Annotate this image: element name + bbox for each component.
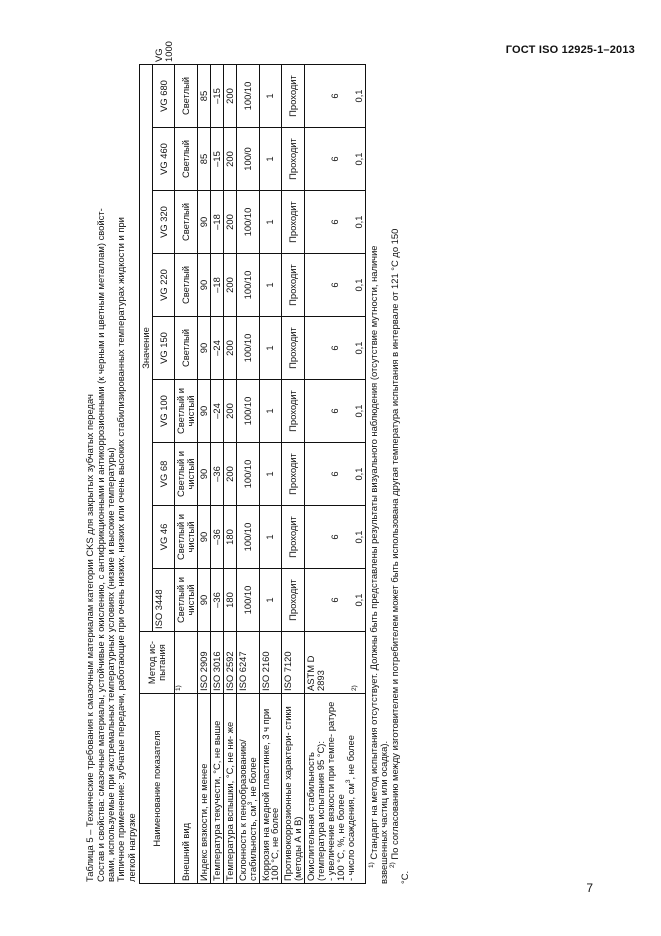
value-cell: 200 [223, 443, 236, 506]
value-cell: 200 [223, 64, 236, 127]
footnote-ref: 2) [350, 685, 358, 691]
requirements-table [139, 41, 366, 884]
value-cell: 1 [259, 569, 282, 632]
value-cell: 200 [223, 317, 236, 380]
viscosity-class-cell: VG 320 [152, 191, 175, 254]
table-row [223, 64, 236, 883]
value-cell: 85 [198, 64, 211, 127]
oxidation-value-cell: 6 0,1 [305, 506, 366, 569]
table-row [198, 64, 211, 883]
value-cell: 1 [259, 254, 282, 317]
value-cell: 90 [198, 506, 211, 569]
oxidation-value-cell: 6 0,1 [305, 380, 366, 443]
param-name: Противокоррозионные характери- стики (методы А и В) [282, 694, 305, 884]
value-cell: Проходит [282, 254, 305, 317]
footnote-ref: 1) [175, 685, 183, 691]
value-cell: Светлый и чистый [175, 506, 198, 569]
value-cell: 1 [259, 506, 282, 569]
document-header: ГОСТ ISO 12925-1–2013 [505, 44, 635, 56]
value-cell: Светлый [175, 128, 198, 191]
value-cell: 180 [223, 506, 236, 569]
value-cell: –36 [211, 506, 224, 569]
value-cell: 90 [198, 191, 211, 254]
table-row [259, 64, 282, 883]
value-cell: Проходит [282, 64, 305, 127]
table-header-row [139, 64, 152, 883]
param-name: Окислительная стабильность (температура испытания 95 °С): - увеличение вязкости при темпе- ратуре 100 °С, %, не более - число осаждения, $см^3$, не более [305, 694, 366, 884]
description-line: Состав и свойства: смазочные материалы, устойчивые к окислению, с антифрикционными и антикоррозионными (к черным и цветным металлам) свойст- [95, 208, 107, 882]
value-cell: 90 [198, 569, 211, 632]
value-cell: –36 [211, 569, 224, 632]
value-cell: 100/0 [236, 128, 259, 191]
param-name: Коррозия на медной пластинке, 3 ч при 100 °С, не более [259, 694, 282, 884]
table-row: ISO 3448 VG 46 VG 68 VG 100 VG 150 VG 220 VG 320 VG 460 VG 680 VG 1000 [152, 64, 175, 883]
value-cell: 180 [223, 569, 236, 632]
description-line: Типичное применение: зубчатые передачи, работающие при очень низких, низких или очень высоких стабилизированных температурах жидкости и при [115, 217, 127, 882]
value-cell: 90 [198, 254, 211, 317]
viscosity-class-cell: VG 680 [152, 64, 175, 127]
value-cell: –18 [211, 191, 224, 254]
value-cell: –18 [211, 254, 224, 317]
footnote-1-cont: взвешенных частиц или осадка). [378, 740, 390, 884]
header-method: Метод ис- пытания [139, 632, 175, 694]
value-cell: Светлый и чистый [175, 569, 198, 632]
value-cell: 200 [223, 191, 236, 254]
table-caption: Таблица 5 – Технические требования к смазочным материалам категории CKS для закрытых зубчатых передач [84, 394, 95, 882]
value-cell: 200 [223, 380, 236, 443]
value-cell: 100/10 [236, 254, 259, 317]
value-cell: 100/10 [236, 191, 259, 254]
value-cell: Светлый [175, 64, 198, 127]
footnotes [369, 64, 411, 884]
viscosity-class-cell: VG 68 [152, 443, 175, 506]
param-name: Внешний вид [175, 694, 198, 884]
viscosity-class-cell: VG 100 [152, 380, 175, 443]
table-row [305, 64, 366, 883]
value-cell: Проходит [282, 506, 305, 569]
value-cell: 200 [223, 128, 236, 191]
value-cell: 90 [198, 317, 211, 380]
table-description [96, 64, 137, 884]
value-cell: Светлый и чистый [175, 380, 198, 443]
value-cell: –24 [211, 380, 224, 443]
value-cell: 85 [198, 128, 211, 191]
page-number: 7 [586, 881, 593, 895]
value-cell: –15 [211, 128, 224, 191]
method-cell: ISO 2160 [259, 632, 282, 694]
rotated-table-block [84, 41, 513, 884]
table-row [211, 64, 224, 883]
value-cell: 90 [198, 443, 211, 506]
value-cell: 1 [259, 64, 282, 127]
value-cell: –24 [211, 317, 224, 380]
table-row [175, 64, 198, 883]
oxidation-value-cell: 6 0,1 [305, 254, 366, 317]
value-cell: Проходит [282, 569, 305, 632]
viscosity-class-cell: VG 46 [152, 506, 175, 569]
value-cell: 1 [259, 380, 282, 443]
description-line: вами, используемые при экстремальных температурных условиях (низкие и высокие температуры) [105, 447, 117, 882]
oxidation-value-cell: 6 0,1 [305, 317, 366, 380]
value-cell: Светлый и чистый [175, 443, 198, 506]
param-name: Индекс вязкости, не менее [198, 694, 211, 884]
value-cell: 100/10 [236, 64, 259, 127]
value-cell: Проходит [282, 191, 305, 254]
method-cell: ISO 2592 [223, 632, 236, 694]
param-name: Температура вспышки, °С, не ни- же [223, 694, 236, 884]
method-cell [175, 632, 198, 694]
description-line: легкой нагрузке [125, 813, 137, 882]
header-name: Наименование показателя [139, 694, 175, 884]
value-cell: 1 [259, 191, 282, 254]
oxidation-value-cell: 6 0,1 [305, 64, 366, 127]
value-cell: Светлый [175, 191, 198, 254]
value-cell: 1 [259, 128, 282, 191]
value-cell: Проходит [282, 443, 305, 506]
table-row [236, 64, 259, 883]
oxidation-value-cell: 6 0,1 [305, 569, 366, 632]
value-cell: –36 [211, 443, 224, 506]
viscosity-class-cell: VG 460 [152, 128, 175, 191]
value-cell: Светлый [175, 254, 198, 317]
param-name: Температура текучести, °С, не выше [211, 694, 224, 884]
value-cell: Проходит [282, 317, 305, 380]
value-cell: Проходит [282, 128, 305, 191]
value-cell: 200 [223, 254, 236, 317]
value-cell: 100/10 [236, 506, 259, 569]
value-cell: 100/10 [236, 317, 259, 380]
viscosity-class-cell: VG 220 [152, 254, 175, 317]
value-cell: 100/10 [236, 380, 259, 443]
method-cell: ISO 7120 [282, 632, 305, 694]
value-cell: Светлый [175, 317, 198, 380]
method-cell: ISO 3016 [211, 632, 224, 694]
viscosity-class-cell: VG 150 [152, 317, 175, 380]
value-cell: –15 [211, 64, 224, 127]
value-cell: Проходит [282, 380, 305, 443]
method-cell: ISO 2909 [198, 632, 211, 694]
oxidation-value-cell: 6 0,1 [305, 443, 366, 506]
param-name: Склонность к пенообразованию/ стабильность, $см^3$, не более [236, 694, 259, 884]
table-row [282, 64, 305, 883]
value-cell: 100/10 [236, 443, 259, 506]
oxidation-value-cell: 6 0,1 [305, 191, 366, 254]
value-cell: 100/10 [236, 569, 259, 632]
value-cell: 1 [259, 443, 282, 506]
method-cell: ISO 6247 [236, 632, 259, 694]
footnote-2-cont: °С. [399, 870, 411, 884]
value-cell: 90 [198, 380, 211, 443]
method-cell: ISO 3448 [152, 569, 175, 632]
value-cell: 1 [259, 317, 282, 380]
method-cell: ASTM D 2893 $^{2)}$ [305, 632, 366, 694]
oxidation-value-cell: 6 0,1 [305, 128, 366, 191]
header-value: Значение [139, 64, 152, 631]
footnote-1: $^{1)}$ Стандарт на метод испытания отсутствует. Должны быть представлены результаты визуального наблюдения (отсутствие мутности, наличие [367, 245, 379, 868]
footnote-2: $^{2)}$ По согласованию между изготовителем и потребителем может быть использована другая температура испытания в интервале от 121 °С до 150 [388, 228, 400, 868]
